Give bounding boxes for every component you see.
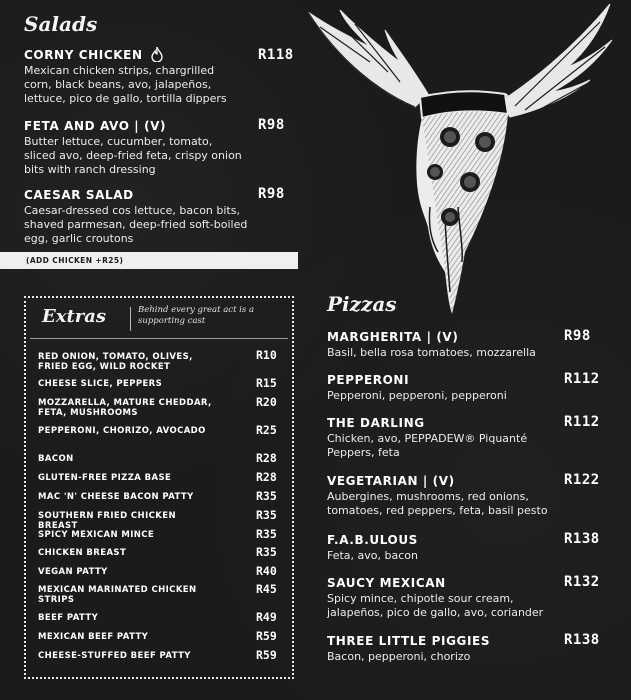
extra-price: R35 xyxy=(256,508,277,522)
item-name: CAESAR SALAD xyxy=(24,188,134,202)
price-feta-and-avo: R98 xyxy=(258,117,285,133)
extra-price: R35 xyxy=(256,545,277,559)
extra-price: R28 xyxy=(256,470,277,484)
item-description: Chicken, avo, PEPPADEW® Piquanté Peppers, feta xyxy=(327,432,528,459)
flame-icon xyxy=(151,47,163,62)
extra-price: R40 xyxy=(256,564,277,578)
winged-pizza-logo xyxy=(300,2,618,318)
extra-item: BACON xyxy=(38,454,74,464)
item-description: Spicy mince, chipotle sour cream, jalapeños, pico de gallo, avo, coriander xyxy=(327,592,544,619)
salad-item-caesar-salad xyxy=(24,188,264,246)
pizza-item-pepperoni xyxy=(327,373,562,403)
extra-price: R20 xyxy=(256,395,277,409)
price-caesar-salad: R98 xyxy=(258,186,285,202)
item-description: Mexican chicken strips, chargrilled corn, black beans, avo, jalapeños, lettuce, pico de gallo, tortilla dippers xyxy=(24,64,227,105)
item-name: SAUCY MEXICAN xyxy=(327,576,446,590)
item-description: Caesar-dressed cos lettuce, bacon bits, shaved parmesan, deep-fried soft-boiled egg, garlic croutons xyxy=(24,204,248,245)
extra-price: R45 xyxy=(256,582,277,596)
extra-item: SOUTHERN FRIED CHICKEN BREAST xyxy=(38,511,176,531)
price-saucy-mexican: R132 xyxy=(564,574,600,590)
extra-item: PEPPERONI, CHORIZO, AVOCADO xyxy=(38,426,206,436)
item-name: F.A.B.ULOUS xyxy=(327,533,418,547)
item-description: Basil, bella rosa tomatoes, mozzarella xyxy=(327,346,536,359)
extra-price: R25 xyxy=(256,423,277,437)
price-corny-chicken: R118 xyxy=(258,47,294,63)
price-the-darling: R112 xyxy=(564,414,600,430)
extras-divider xyxy=(130,307,131,331)
extras-rule xyxy=(30,338,288,339)
item-name: THREE LITTLE PIGGIES xyxy=(327,634,491,648)
extra-item: MEXICAN MARINATED CHICKEN STRIPS xyxy=(38,585,197,605)
pizza-item-saucy-mexican xyxy=(327,576,562,620)
extras-title: Extras xyxy=(42,306,107,327)
extra-item: CHEESE-STUFFED BEEF PATTY xyxy=(38,651,191,661)
price-pepperoni: R112 xyxy=(564,371,600,387)
item-name: CORNY CHICKEN xyxy=(24,47,264,63)
left-wing-icon xyxy=(308,10,428,107)
price-fabulous: R138 xyxy=(564,531,600,547)
item-description: Feta, avo, bacon xyxy=(327,549,418,562)
extra-price: R35 xyxy=(256,527,277,541)
item-description: Aubergines, mushrooms, red onions, tomatoes, red peppers, feta, basil pesto xyxy=(327,490,548,517)
item-description: Pepperoni, pepperoni, pepperoni xyxy=(327,389,507,402)
price-margherita: R98 xyxy=(564,328,591,344)
extra-price: R10 xyxy=(256,348,277,362)
pizza-item-margherita xyxy=(327,330,562,360)
extra-item: MAC 'N' CHEESE BACON PATTY xyxy=(38,492,194,502)
add-chicken-bar: (ADD CHICKEN +R25) xyxy=(0,252,298,269)
pizza-item-three-little-piggies xyxy=(327,634,562,664)
extra-item: SPICY MEXICAN MINCE xyxy=(38,530,155,540)
pizza-item-vegetarian xyxy=(327,474,562,518)
pizza-item-the-darling xyxy=(327,416,562,460)
extra-item: GLUTEN-FREE PIZZA BASE xyxy=(38,473,172,483)
pizza-item-fabulous xyxy=(327,533,562,563)
item-name: FETA AND AVO | (V) xyxy=(24,119,167,133)
extra-item: VEGAN PATTY xyxy=(38,567,108,577)
item-name: THE DARLING xyxy=(327,416,425,430)
extra-price: R49 xyxy=(256,610,277,624)
extra-price: R28 xyxy=(256,451,277,465)
item-name: MARGHERITA | (V) xyxy=(327,330,459,344)
salads-title: Salads xyxy=(24,12,98,36)
extra-price: R35 xyxy=(256,489,277,503)
item-description: Bacon, pepperoni, chorizo xyxy=(327,650,471,663)
extra-item: MOZZARELLA, MATURE CHEDDAR, FETA, MUSHROOMS xyxy=(38,398,212,418)
price-three-little-piggies: R138 xyxy=(564,632,600,648)
price-vegetarian: R122 xyxy=(564,472,600,488)
extra-item: RED ONION, TOMATO, OLIVES, FRIED EGG, WILD ROCKET xyxy=(38,352,193,372)
extra-price: R59 xyxy=(256,648,277,662)
item-name: VEGETARIAN | (V) xyxy=(327,474,455,488)
extra-item: CHICKEN BREAST xyxy=(38,548,127,558)
salad-item-corny-chicken xyxy=(24,47,264,106)
extra-item: BEEF PATTY xyxy=(38,613,99,623)
extra-price: R15 xyxy=(256,376,277,390)
right-wing-icon xyxy=(500,4,612,117)
extra-item: MEXICAN BEEF PATTY xyxy=(38,632,149,642)
extras-tagline: Behind every great act is a supporting cast xyxy=(138,305,255,326)
item-name: PEPPERONI xyxy=(327,373,410,387)
extra-item: CHEESE SLICE, PEPPERS xyxy=(38,379,163,389)
extra-price: R59 xyxy=(256,629,277,643)
item-description: Butter lettuce, cucumber, tomato, sliced avo, deep-fried feta, crispy onion bits with ranch dressing xyxy=(24,135,242,176)
pizzas-title: Pizzas xyxy=(327,292,397,316)
salad-item-feta-and-avo xyxy=(24,119,264,177)
